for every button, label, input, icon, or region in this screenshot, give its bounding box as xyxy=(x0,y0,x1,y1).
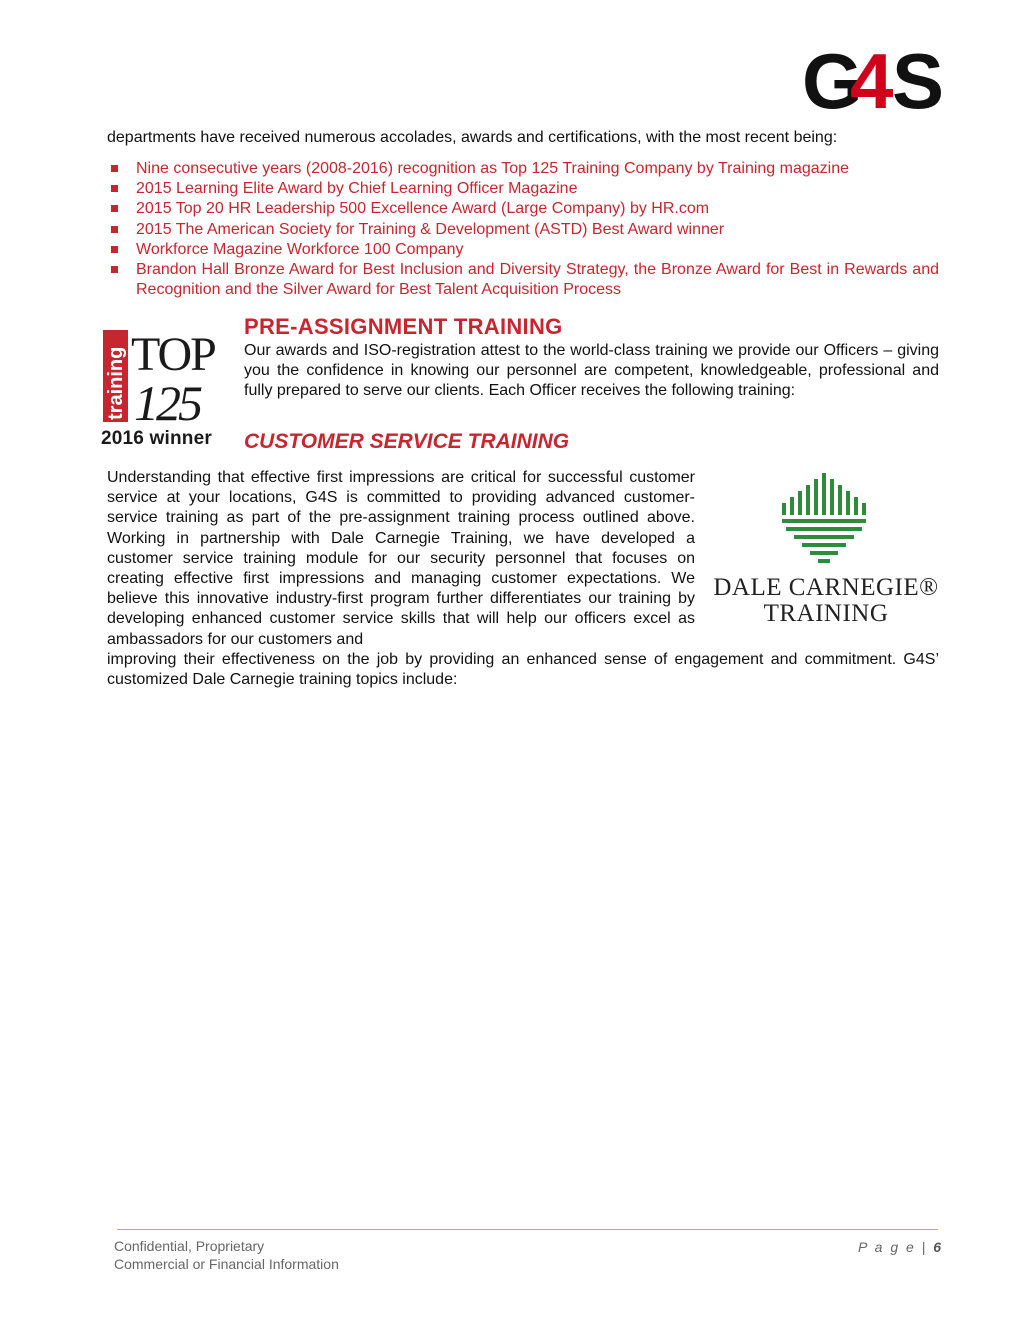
bullet-icon xyxy=(111,205,118,212)
page-number xyxy=(858,1239,941,1255)
customer-service-heading: CUSTOMER SERVICE TRAINING xyxy=(244,430,570,453)
award-item: Brandon Hall Bronze Award for Best Inclusion and Diversity Strategy, the Bronze Award for Best in Rewards and Recognition and the Silver Award for Best Talent Acquisition Process xyxy=(107,260,939,300)
dale-carnegie-line2: TRAINING xyxy=(763,600,889,627)
footer-divider xyxy=(117,1229,938,1230)
award-item: 2015 Learning Elite Award by Chief Learning Officer Magazine xyxy=(107,179,939,199)
footer-line2: Commercial or Financial Information xyxy=(114,1256,339,1272)
customer-service-text: Understanding that effective first impressions are critical for successful customer service at your locations, G4S is committed to providing advanced customer-service training as part of the pre-assignment training process outlined above. Working in partnership with Dale Carnegie Training, we have developed a customer service training module for our security personnel that focuses on creating effective first impressions and managing customer expectations. We believe this innovative industry-first program further differentiates our training by developing enhanced customer service skills that will help our officers excel as ambassadors for our customers and xyxy=(107,469,695,648)
awards-list xyxy=(107,159,939,300)
footer-confidentiality xyxy=(114,1237,339,1273)
page-number-value: 6 xyxy=(933,1239,941,1255)
dale-carnegie-logo xyxy=(710,470,942,630)
badge-title: TOP xyxy=(131,328,215,381)
g4s-logo xyxy=(800,38,948,118)
customer-service-text-continued: improving their effectiveness on the job by providing an enhanced sense of engagement and commitment. G4S’ customized Dale Carnegie training topics include: xyxy=(107,651,939,689)
dale-carnegie-emblem xyxy=(782,473,866,563)
bullet-icon xyxy=(111,266,118,273)
pre-assignment-heading: PRE-ASSIGNMENT TRAINING xyxy=(244,314,563,339)
intro-text: departments have received numerous accolades, awards and certifications, with the most recent being: xyxy=(107,129,838,146)
award-item: Nine consecutive years (2008-2016) recognition as Top 125 Training Company by Training magazine xyxy=(107,159,939,179)
logo-s: S xyxy=(892,38,945,118)
bullet-icon xyxy=(111,226,118,233)
dale-carnegie-line1: DALE CARNEGIE® xyxy=(713,574,939,601)
footer-line1: Confidential, Proprietary xyxy=(114,1238,265,1254)
badge-caption: 2016 winner xyxy=(101,428,212,449)
badge-number: 125 xyxy=(134,375,200,431)
logo-four: 4 xyxy=(850,38,888,118)
bullet-icon xyxy=(111,165,118,172)
award-item: 2015 Top 20 HR Leadership 500 Excellence Award (Large Company) by HR.com xyxy=(107,199,939,219)
award-item: Workforce Magazine Workforce 100 Company xyxy=(107,240,939,260)
bullet-icon xyxy=(111,185,118,192)
page-label: P a g e | xyxy=(857,1239,928,1255)
logo-letters: G xyxy=(802,38,857,118)
bullet-icon xyxy=(111,246,118,253)
pre-assignment-text: Our awards and ISO-registration attest to the world-class training we provide our Officers – giving you the confidence in knowing our personnel are competent, knowledgeable, professional and fully prepared to serve our clients. Each Officer receives the following training: xyxy=(244,342,939,400)
award-item: 2015 The American Society for Training & Development (ASTD) Best Award winner xyxy=(107,220,939,240)
badge-brand: training xyxy=(105,346,127,420)
